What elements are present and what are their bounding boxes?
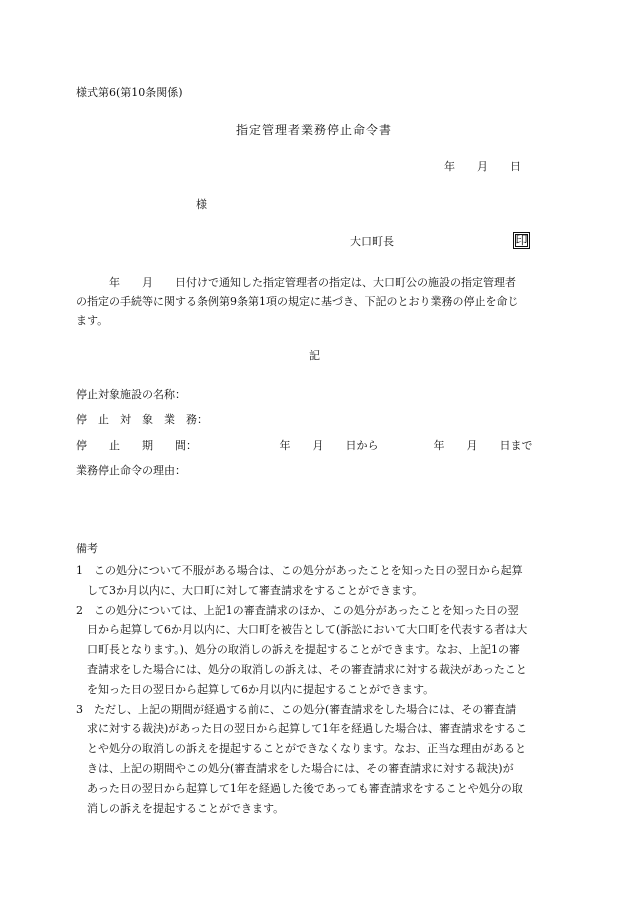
remarks-line: 査請求をした場合には、処分の取消しの訴えは、その審査請求に対する裁決があったこと [76, 662, 527, 676]
remarks-line: きは、上記の期間やこの処分(審査請求をした場合には、その審査請求に対する裁決)が [76, 761, 514, 775]
remarks-line: 消しの訴えを提起することができます。 [76, 801, 285, 815]
remarks-heading: 備考 [76, 542, 98, 555]
issue-date-line: 年 月 日 [444, 160, 521, 173]
recipient-honorific: 様 [196, 198, 207, 211]
remarks-line: とや処分の取消しの訴えを提起することができなくなります。なお、正当な理由があると [76, 742, 527, 756]
body-line: の指定の手続等に関する条例第9条第1項の規定に基づき、下記のとおり業務の停止を命じ [76, 295, 519, 308]
remarks-line: 3 ただし、上記の期間が経過する前に、この処分(審査請求をした場合には、その審査請 [76, 702, 517, 716]
suspended-business-field: 停 止 対 象 業 務： [76, 413, 208, 426]
remarks-line: して3か月以内に、大口町に対して審査請求をすることができます。 [76, 583, 424, 597]
remarks-line: 求に対する裁決)があった日の翌日から起算して1年を経過した場合は、審査請求をするこ [76, 722, 528, 736]
remarks-line: を知った日の翌日から起算して6か月以内に提起することができます。 [76, 682, 435, 696]
facility-name-field: 停止対象施設の名称： [76, 388, 186, 401]
remarks-line: 1 この処分について不服がある場合は、この処分があったことを知った日の翌日から起算 [76, 564, 523, 577]
remarks-list [76, 561, 576, 818]
issuer-name: 大口町長 [350, 235, 394, 248]
ki-heading: 記 [309, 349, 320, 362]
body-line: 年 月 日付けで通知した指定管理者の指定は、大口町公の施設の指定管理者 [76, 276, 516, 289]
form-number: 様式第6(第10条関係) [76, 86, 183, 99]
seal-stamp-icon: 印 [513, 232, 530, 249]
suspension-reason-field: 業務停止命令の理由： [76, 464, 186, 477]
remarks-line: 日から起算して6か月以内に、大口町を被告として(訴訟において大口町を代表する者は大 [76, 623, 528, 637]
body-paragraph [76, 273, 564, 330]
document-title: 指定管理者業務停止命令書 [236, 123, 393, 137]
remarks-line: 2 この処分については、上記1の審査請求のほか、この処分があったことを知った日の翌 [76, 603, 519, 617]
remarks-line: あった日の翌日から起算して1年を経過した後であっても審査請求をすることや処分の取 [76, 781, 523, 795]
body-line: ます。 [76, 314, 109, 327]
suspension-period-field: 停 止 期 間： 年 月 日から 年 月 日まで [76, 439, 533, 452]
remarks-line: 口町長となります。)、処分の取消しの訴えを提起することができます。なお、上記1の審 [76, 643, 521, 657]
